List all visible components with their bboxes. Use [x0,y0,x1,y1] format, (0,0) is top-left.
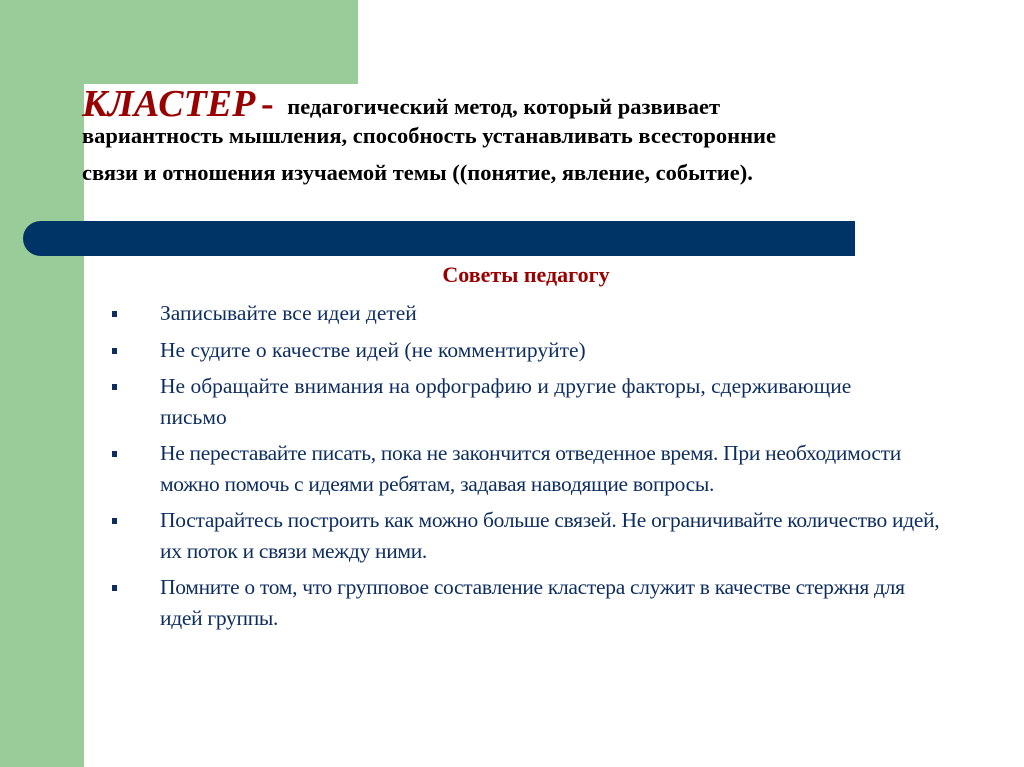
term-heading: КЛАСТЕР [82,83,256,125]
square-bullet-icon [112,451,117,457]
decorative-navy-divider-bar [23,221,855,256]
list-item [100,572,950,633]
term-dash: - [260,83,274,125]
definition-text-2: вариантность мышления, способность устанавливать всесторонние [82,123,776,148]
square-bullet-icon [112,384,117,390]
tip-text: Не судите о качестве идей (не комментируйте) [160,337,586,362]
tip-text: Помните о том, что групповое составление кластера служит в качестве стержня для идей группы. [160,575,905,630]
square-bullet-icon [112,348,117,354]
square-bullet-icon [112,585,117,591]
tip-text: Постарайтесь построить как можно больше связей. Не ограничивайте количество идей, их поток и связи между ними. [160,508,940,563]
tip-text: Не переставайте писать, пока не закончится отведенное время. При необходимости можно помочь с идеями ребятам, задавая наводящие вопросы. [160,441,901,496]
list-item [100,335,950,366]
definition-text-3: связи и отношения изучаемой темы ((понятие, явление, событие). [82,160,753,185]
list-item [100,298,950,329]
tip-text: Не обращайте внимания на орфографию и другие факторы, сдерживающие письмо [160,374,852,429]
tip-text: Записывайте все идеи детей [160,301,417,325]
tips-list [100,298,950,639]
title-line-1 [82,83,982,125]
square-bullet-icon [112,311,117,317]
list-item [100,371,950,432]
section-subtitle: Советы педагогу [442,262,610,287]
square-bullet-icon [112,518,117,524]
list-item [100,505,950,566]
definition-text-1: педагогический метод, который развивает [287,94,721,119]
slide-title [82,83,982,187]
list-item [100,438,950,499]
decorative-green-left-strip [0,0,84,767]
